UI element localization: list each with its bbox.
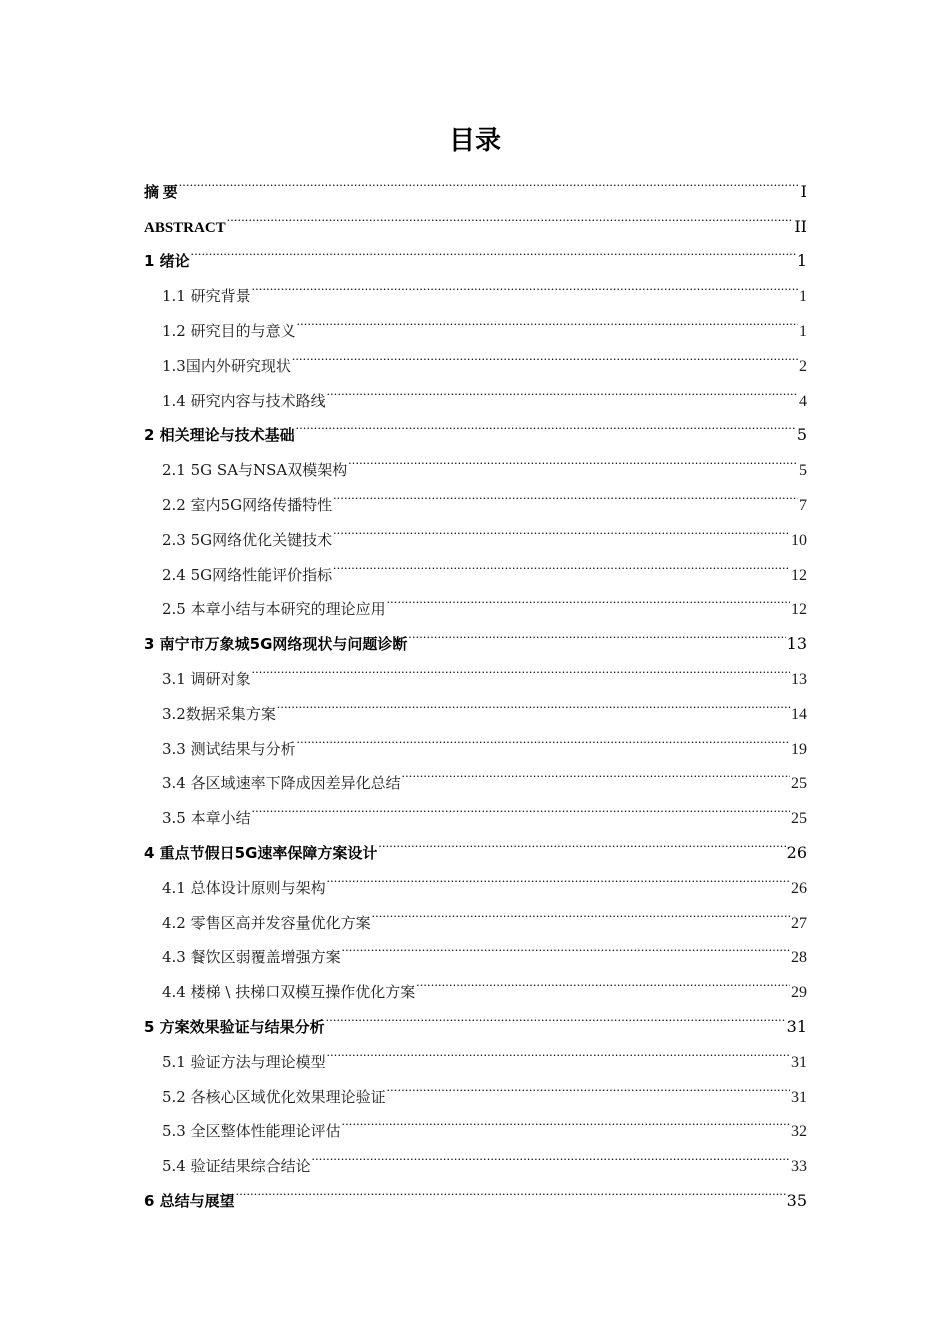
toc-entry-page-number: I <box>800 181 807 201</box>
toc-dot-leader <box>326 997 786 1032</box>
toc-entry-page-number: 14 <box>791 705 807 723</box>
toc-entry-page-number: 28 <box>791 949 807 967</box>
toc-dot-leader <box>277 684 790 719</box>
toc-entry-page-number: 1 <box>799 322 807 340</box>
toc-entry-label: 1.1 研究背景 <box>162 287 251 306</box>
toc-entry-label: 6 总结与展望 <box>144 1191 235 1210</box>
toc-entry-page-number: 19 <box>791 740 807 758</box>
toc-entry-label: 2.5 本章小结与本研究的理论应用 <box>162 600 386 619</box>
toc-entry-page-number: 32 <box>791 1123 807 1141</box>
toc-entry-page-number: 26 <box>791 879 807 897</box>
toc-dot-leader <box>252 788 790 823</box>
toc-chapter-entry[interactable] <box>144 232 807 271</box>
toc-entry-page-number: 5 <box>796 425 807 445</box>
toc-entry-label: 2.2 室内5G网络传播特性 <box>162 495 333 514</box>
toc-entry-label: ABSTRACT <box>144 219 226 236</box>
toc-entry-label: 3.4 各区域速率下降成因差异化总结 <box>162 774 401 793</box>
toc-entry-page-number: 27 <box>791 914 807 932</box>
toc-entry-label: 5.3 全区整体性能理论评估 <box>162 1122 341 1141</box>
toc-entry-label: 5.1 验证方法与理论模型 <box>162 1052 326 1071</box>
toc-entry-page-number: 25 <box>791 810 807 828</box>
toc-entry-label: 5.2 各核心区域优化效果理论验证 <box>162 1087 386 1106</box>
toc-entry-label: 1.3国内外研究现状 <box>162 356 291 375</box>
toc-title: 目录 <box>448 126 501 156</box>
toc-entry-label: 3.2数据采集方案 <box>162 704 276 723</box>
toc-dot-leader <box>333 510 790 545</box>
toc-entry-label: 3.5 本章小结 <box>162 809 251 828</box>
toc-entry-page-number: 12 <box>791 566 807 584</box>
toc-dot-leader <box>416 962 790 997</box>
toc-dot-leader <box>342 1102 790 1137</box>
toc-dot-leader <box>408 614 785 649</box>
toc-dot-leader <box>297 719 790 754</box>
toc-entry-page-number: 2 <box>799 357 807 375</box>
toc-dot-leader <box>252 266 798 301</box>
toc-entry-page-number: 31 <box>786 1016 807 1036</box>
toc-dot-leader <box>387 580 790 615</box>
toc-entry-label: 1 绪论 <box>144 252 190 271</box>
toc-entry-page-number: 12 <box>791 601 807 619</box>
toc-entry-page-number: 29 <box>791 984 807 1002</box>
toc-dot-leader <box>292 336 798 371</box>
toc-entry-page-number: 33 <box>791 1158 807 1176</box>
toc-entry-page-number: II <box>794 216 807 236</box>
toc-dot-leader <box>327 858 790 893</box>
toc-dot-leader <box>297 301 798 336</box>
toc-dot-leader <box>227 197 794 232</box>
toc-dot-leader <box>402 754 790 789</box>
toc-entry-page-number: 7 <box>799 496 807 514</box>
toc-section-entry[interactable] <box>144 266 807 306</box>
toc-entry-label: 2.3 5G网络优化关键技术 <box>162 530 333 549</box>
toc-dot-leader <box>387 1067 790 1102</box>
toc-entry-page-number: 35 <box>786 1190 807 1210</box>
toc-entry-label: 4.4 楼梯 \ 扶梯口双模互操作优化方案 <box>162 983 416 1002</box>
toc-entry-label: 5.4 验证结果综合结论 <box>162 1157 311 1176</box>
toc-entry-label: 5 方案效果验证与结果分析 <box>144 1017 325 1036</box>
toc-entry-page-number: 25 <box>791 775 807 793</box>
toc-entry-label: 1.2 研究目的与意义 <box>162 321 296 340</box>
toc-dot-leader <box>333 545 790 580</box>
toc-dot-leader <box>179 162 800 197</box>
toc-entry-page-number: 13 <box>786 634 807 654</box>
toc-entry-page-number: 4 <box>799 392 807 410</box>
toc-entry-label: 1.4 研究内容与技术路线 <box>162 391 326 410</box>
toc-entry-label: 3 南宁市万象城5G网络现状与问题诊断 <box>144 635 408 654</box>
toc-entry-label: 2.4 5G网络性能评价指标 <box>162 565 333 584</box>
toc-chapter-entry[interactable] <box>144 162 807 201</box>
toc-dot-leader <box>327 1032 790 1067</box>
toc-dot-leader <box>327 371 798 406</box>
toc-entry-page-number: 1 <box>796 251 807 271</box>
toc-dot-leader <box>236 1171 786 1206</box>
toc-dot-leader <box>252 649 790 684</box>
toc-chapter-entry[interactable] <box>144 1171 807 1210</box>
toc-entry-label: 2.1 5G SA与NSA双模架构 <box>162 461 348 480</box>
toc-entry-page-number: 10 <box>791 531 807 549</box>
toc-entry-label: 4.3 餐饮区弱覆盖增强方案 <box>162 948 341 967</box>
toc-entry-label: 4 重点节假日5G速率保障方案设计 <box>144 843 378 862</box>
toc-entry-label: 3.1 调研对象 <box>162 669 251 688</box>
toc-dot-leader <box>191 232 796 267</box>
toc-entry-label: 4.2 零售区高并发容量优化方案 <box>162 913 371 932</box>
toc-entry-page-number: 1 <box>799 288 807 306</box>
toc-chapter-entry[interactable] <box>144 197 807 236</box>
toc-dot-leader <box>312 1136 790 1171</box>
toc-dot-leader <box>372 893 790 928</box>
toc-entry-page-number: 26 <box>786 842 807 862</box>
toc-entry-label: 3.3 测试结果与分析 <box>162 739 296 758</box>
toc-entry-page-number: 31 <box>791 1088 807 1106</box>
toc-dot-leader <box>348 440 798 475</box>
toc-entry-label: 4.1 总体设计原则与架构 <box>162 878 326 897</box>
toc-dot-leader <box>378 823 785 858</box>
toc-dot-leader <box>296 406 796 441</box>
toc-list <box>144 162 807 1210</box>
toc-dot-leader <box>333 475 798 510</box>
toc-entry-page-number: 13 <box>791 670 807 688</box>
toc-entry-label: 2 相关理论与技术基础 <box>144 426 295 445</box>
toc-entry-page-number: 31 <box>791 1053 807 1071</box>
toc-entry-label: 摘 要 <box>144 184 178 201</box>
toc-entry-page-number: 5 <box>799 462 807 480</box>
toc-dot-leader <box>342 928 790 963</box>
